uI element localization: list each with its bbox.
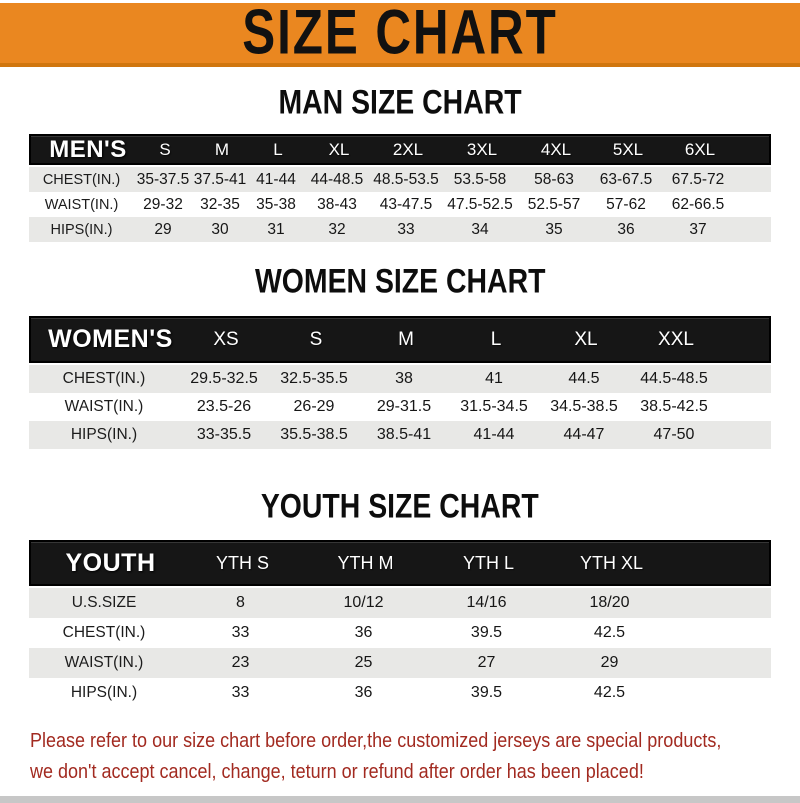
measurement-value: 10/12	[343, 594, 384, 611]
measurement-row-label: HIPS(IN.)	[50, 221, 113, 238]
table-header-row	[29, 316, 771, 363]
measurement-value: 34	[471, 220, 489, 238]
table-row	[29, 588, 771, 618]
size-column-header: 4XL	[540, 140, 572, 159]
measurement-value: 35.5-38.5	[280, 426, 348, 443]
measurement-value: 37.5-41	[193, 170, 247, 188]
measurement-value: 42.5	[593, 624, 626, 641]
measurement-value: 23	[231, 654, 250, 671]
measurement-value: 38	[395, 370, 413, 387]
size-column-header: XL	[574, 328, 598, 350]
measurement-value: 30	[211, 220, 229, 238]
table-header-row	[29, 540, 771, 586]
size-column-header: L	[273, 140, 283, 159]
measurement-value: 38.5-42.5	[640, 398, 708, 415]
size-column-header: XL	[328, 140, 350, 159]
size-column-header: YTH L	[462, 552, 514, 573]
measurement-value: 47.5-52.5	[447, 195, 513, 213]
size-column-header: S	[309, 328, 323, 350]
size-column-header: XXL	[658, 328, 694, 350]
measurement-value: 53.5-58	[453, 170, 507, 188]
measurement-value: 39.5	[470, 624, 503, 641]
measurement-row-label: WAIST(IN.)	[64, 398, 144, 415]
measurement-value: 33-35.5	[196, 426, 252, 443]
table-row	[29, 192, 771, 217]
measurement-value: 67.5-72	[671, 170, 725, 188]
measurement-value: 38.5-41	[376, 426, 432, 443]
measurement-value: 32-35	[200, 195, 240, 213]
measurement-value: 27	[477, 654, 496, 671]
banner-title: SIZE CHART	[242, 0, 558, 69]
measurement-value: 44.5-48.5	[640, 370, 708, 387]
table-row	[29, 648, 771, 678]
measurement-value: 29	[154, 220, 172, 238]
measurement-row-label: CHEST(IN.)	[62, 624, 146, 641]
measurement-value: 8	[236, 594, 245, 611]
measurement-row-label: HIPS(IN.)	[70, 684, 138, 701]
size-chart-banner	[0, 0, 800, 69]
table-corner-label: WOMEN'S	[48, 325, 173, 353]
table-row	[29, 365, 771, 393]
table-header-row	[29, 134, 771, 165]
measurement-value: 47-50	[653, 426, 695, 443]
size-column-header: M	[214, 140, 230, 159]
measurement-value: 25	[354, 654, 373, 671]
women-section-title: WOMEN SIZE CHART	[254, 263, 546, 301]
size-column-header: M	[398, 328, 414, 350]
measurement-value: 44-48.5	[310, 170, 364, 188]
measurement-value: 35	[545, 220, 563, 238]
measurement-value: 57-62	[606, 195, 646, 213]
youth-size-table	[29, 540, 771, 708]
measurement-value: 33	[231, 684, 250, 701]
table-row	[29, 618, 771, 648]
measurement-value: 32.5-35.5	[280, 370, 348, 387]
measurement-value: 29-31.5	[376, 398, 432, 415]
table-row	[29, 217, 771, 242]
measurement-value: 29	[600, 654, 619, 671]
measurement-value: 58-63	[534, 170, 574, 188]
measurement-value: 33	[231, 624, 250, 641]
measurement-value: 29-32	[143, 195, 183, 213]
measurement-value: 52.5-57	[527, 195, 581, 213]
youth-section-title-wrap	[0, 489, 800, 525]
measurement-value: 37	[689, 220, 707, 238]
measurement-value: 26-29	[293, 398, 335, 415]
table-row	[29, 167, 771, 192]
measurement-value: 35-38	[256, 195, 296, 213]
women-size-table	[29, 316, 771, 449]
size-column-header: L	[490, 328, 502, 350]
table-row	[29, 678, 771, 708]
size-column-header: S	[159, 140, 171, 159]
measurement-row-label: WAIST(IN.)	[64, 654, 144, 671]
measurement-row-label: CHEST(IN.)	[62, 370, 146, 387]
measurement-value: 62-66.5	[671, 195, 725, 213]
measurement-value: 38-43	[317, 195, 357, 213]
table-corner-label: YOUTH	[65, 548, 156, 577]
size-column-header: 5XL	[612, 140, 644, 159]
size-column-header: YTH M	[337, 552, 394, 573]
measurement-value: 44-47	[563, 426, 605, 443]
order-policy-note-line-1: Please refer to our size chart before order,the customized jerseys are special products,	[30, 730, 722, 752]
measurement-value: 34.5-38.5	[550, 398, 618, 415]
measurement-value: 33	[397, 220, 415, 238]
measurement-value: 31	[267, 220, 285, 238]
men-size-table	[29, 134, 771, 242]
measurement-value: 41	[485, 370, 503, 387]
measurement-value: 35-37.5	[136, 170, 190, 188]
measurement-value: 41-44	[473, 426, 515, 443]
size-column-header: YTH XL	[579, 552, 644, 573]
order-policy-note	[30, 726, 800, 788]
measurement-value: 36	[617, 220, 635, 238]
measurement-value: 42.5	[593, 684, 626, 701]
men-section-title-wrap	[0, 85, 800, 121]
size-column-header: 2XL	[392, 140, 424, 159]
measurement-value: 63-67.5	[599, 170, 653, 188]
measurement-value: 48.5-53.5	[373, 170, 439, 188]
size-column-header: YTH S	[215, 552, 269, 573]
table-corner-label: MEN'S	[49, 136, 127, 163]
measurement-row-label: HIPS(IN.)	[70, 426, 138, 443]
size-column-header: XS	[213, 328, 239, 350]
measurement-value: 18/20	[589, 594, 630, 611]
table-row	[29, 421, 771, 449]
men-section-title: MAN SIZE CHART	[278, 84, 522, 122]
measurement-value: 44.5	[568, 370, 600, 387]
measurement-value: 23.5-26	[196, 398, 252, 415]
order-policy-note-line-2: we don't accept cancel, change, teturn or refund after order has been placed!	[30, 761, 644, 783]
measurement-value: 31.5-34.5	[460, 398, 528, 415]
size-column-header: 6XL	[684, 140, 716, 159]
measurement-value: 14/16	[466, 594, 507, 611]
women-section-title-wrap	[0, 264, 800, 300]
measurement-row-label: WAIST(IN.)	[44, 196, 119, 213]
measurement-value: 41-44	[256, 170, 296, 188]
measurement-value: 43-47.5	[379, 195, 433, 213]
measurement-value: 32	[328, 220, 346, 238]
measurement-value: 36	[354, 684, 373, 701]
measurement-value: 39.5	[470, 684, 503, 701]
table-row	[29, 393, 771, 421]
measurement-row-label: U.S.SIZE	[71, 594, 137, 611]
measurement-value: 29.5-32.5	[190, 370, 258, 387]
measurement-row-label: CHEST(IN.)	[42, 171, 121, 188]
size-column-header: 3XL	[466, 140, 498, 159]
youth-section-title: YOUTH SIZE CHART	[261, 488, 539, 526]
measurement-value: 36	[354, 624, 373, 641]
